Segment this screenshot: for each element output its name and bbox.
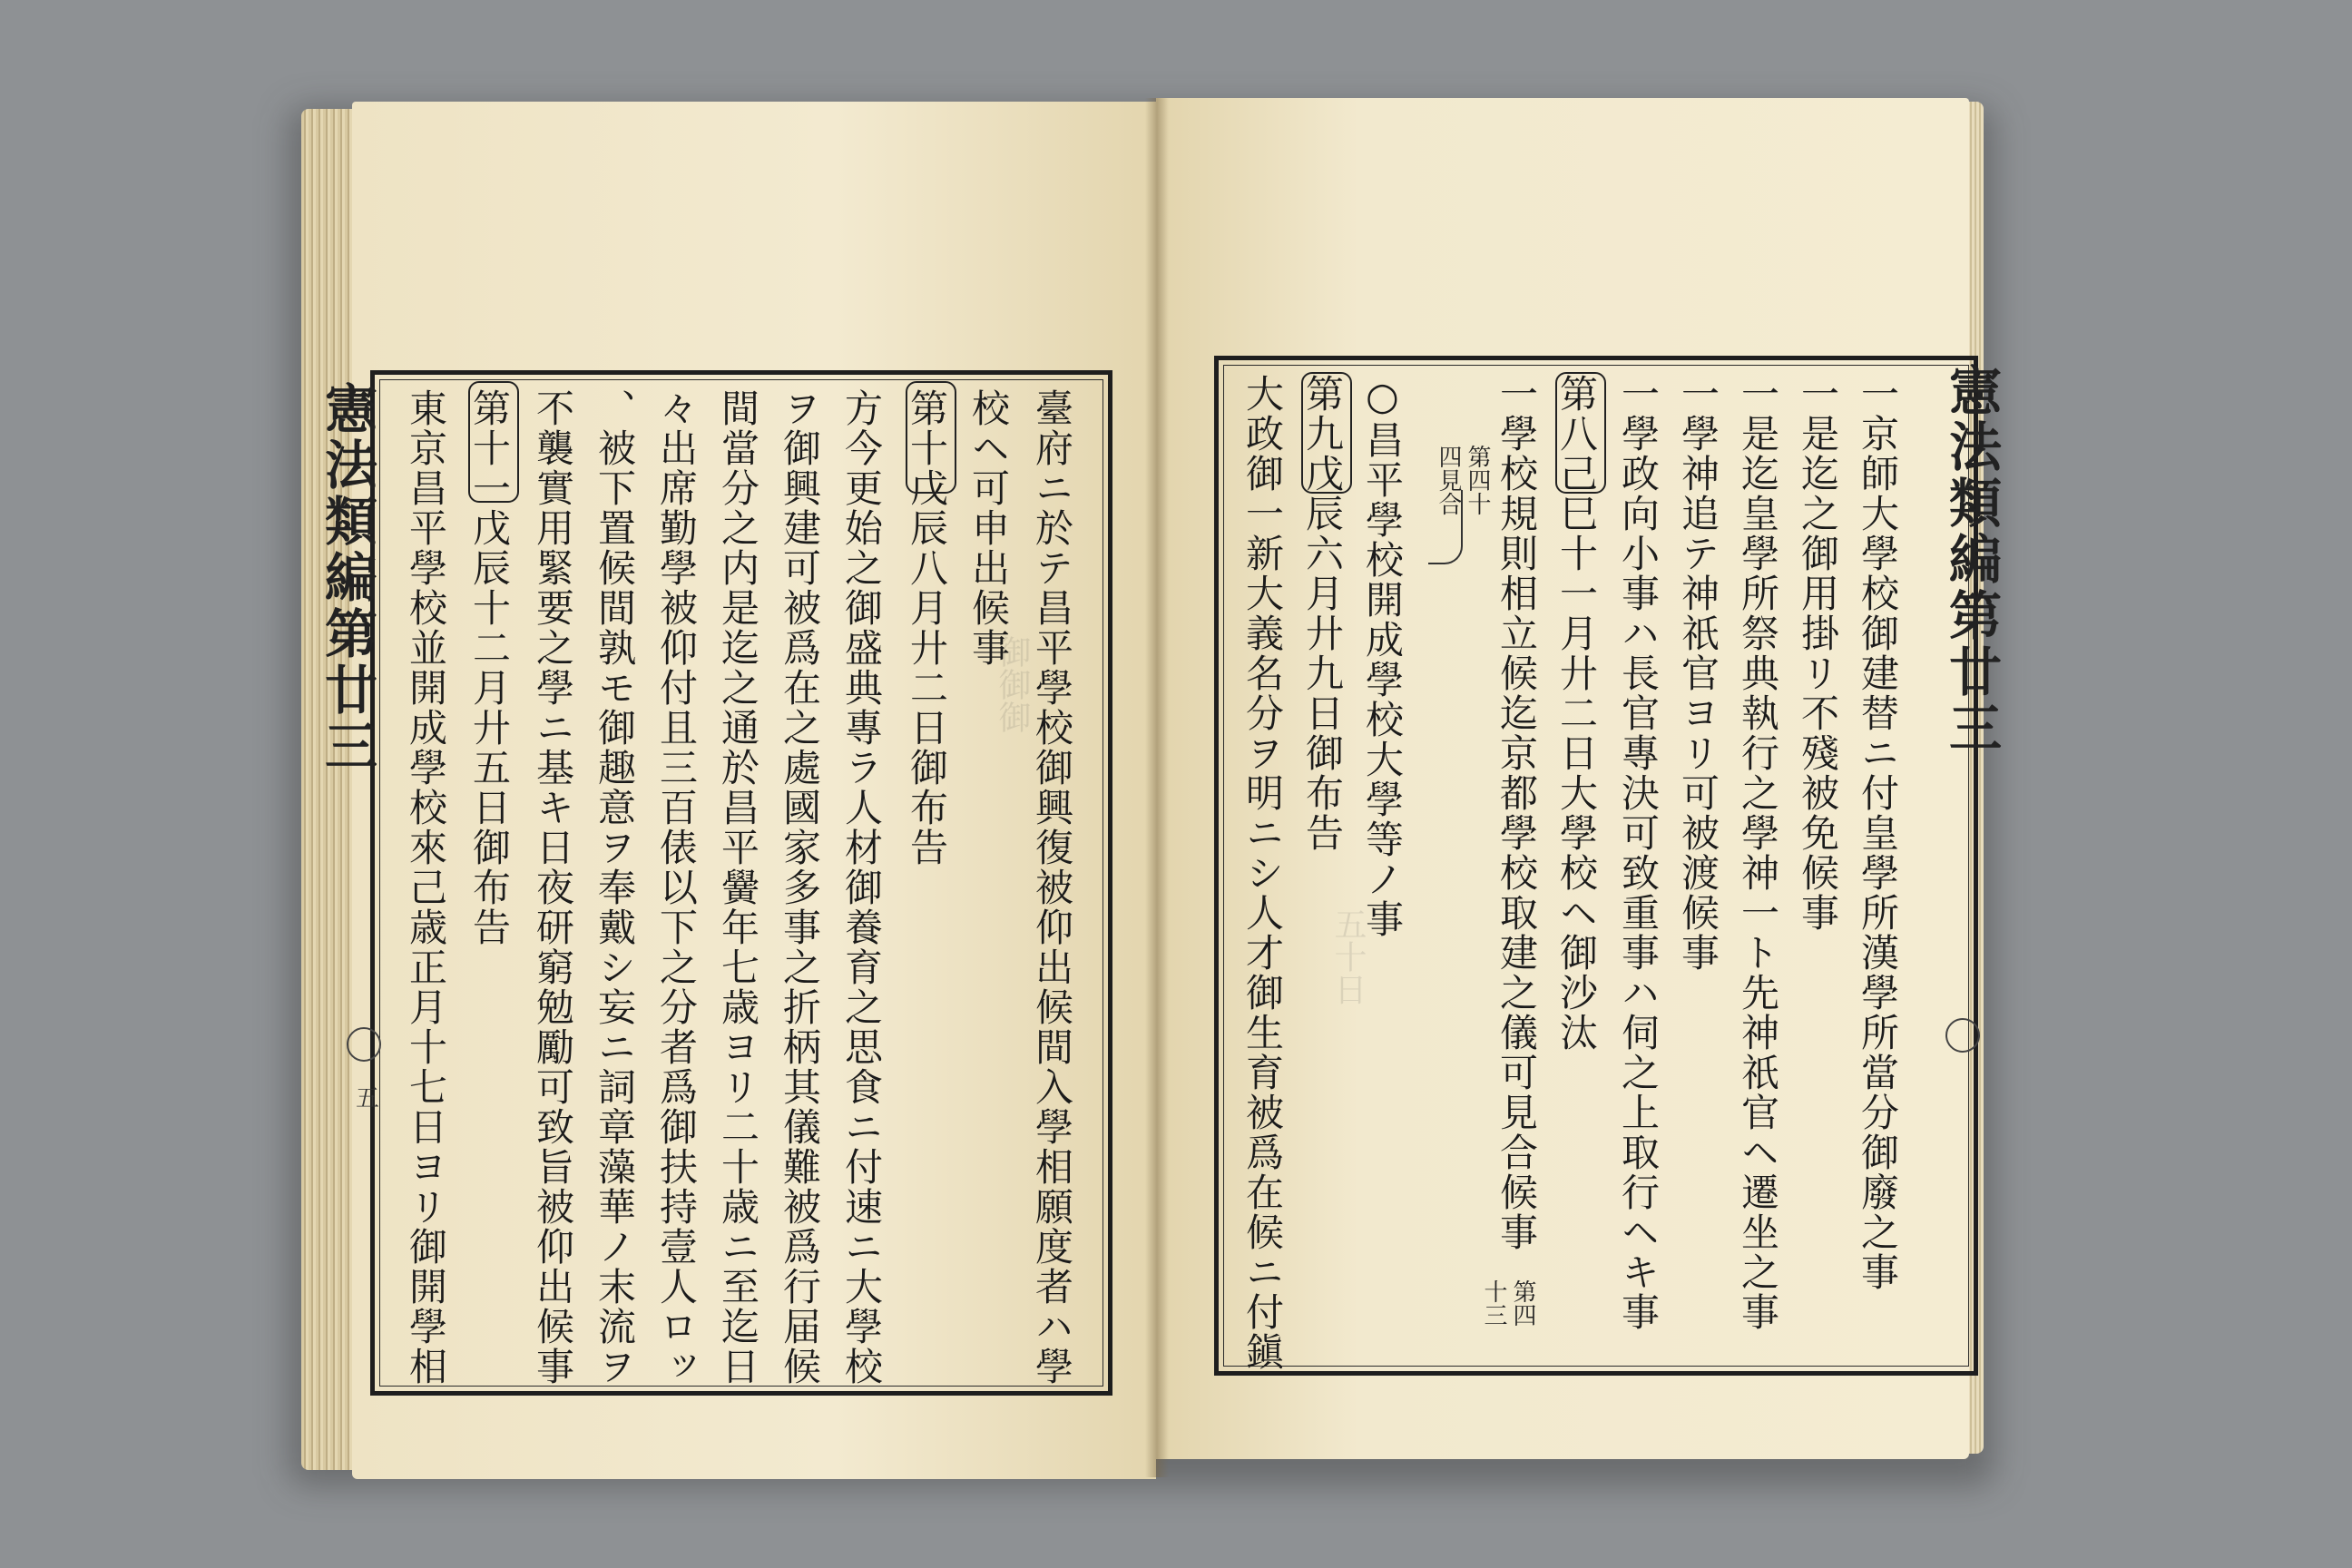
note-bracket-1 xyxy=(1428,490,1463,564)
book-gutter xyxy=(1145,98,1169,1477)
section-box-11 xyxy=(468,381,519,503)
cross-reference-note-2: 第四 十三 xyxy=(1480,1279,1536,1327)
right-col-2: 一是迄之御用掛リ不殘被免候事 xyxy=(1796,374,1840,933)
right-col-1: 一京師大學校御建替ニ付皇學所漢學所當分御廢之事 xyxy=(1856,374,1900,1292)
section-box-10 xyxy=(906,381,956,494)
left-col-6: 間當分之内是迄之通於昌平黌年七歳ヨリ二十歳ニ至迄日 xyxy=(716,388,760,1387)
right-col-6: 第八己巳十一月廾二日大學校ヘ御沙汰 xyxy=(1554,374,1599,1053)
right-col-9: 第九戊辰六月廾九日御布告 xyxy=(1300,374,1345,853)
left-col-3: 不襲實用緊要之學ニ基キ日夜研窮勉勵可致旨被仰出候事 xyxy=(531,388,575,1387)
left-col-7: ヲ御興建可被爲在之處國家多事之折柄其儀難被爲行届候 xyxy=(778,388,822,1387)
right-col-3: 一是迄皇學所祭典執行之學神一ト先神祇官ヘ遷坐之事 xyxy=(1736,374,1780,1332)
left-running-title: 憲法類編第廿三 xyxy=(316,381,377,775)
fold-circle-right xyxy=(1945,1018,1980,1053)
right-col-10: 大政御一新大義名分ヲ明ニシ人才御生育被爲在候ニ付鎭 xyxy=(1240,374,1285,1372)
right-col-5: 一學政向小事ハ長官專決可致重事ハ伺之上取行ヘキ事 xyxy=(1616,374,1661,1332)
bleed-through-text: 五十日 xyxy=(1329,907,1367,1005)
left-col-9: 第十戊辰八月廾二日御布告 xyxy=(905,388,949,867)
left-col-8: 方今更始之御盛典專ラ人材御養育之思食ニ付速ニ大學校 xyxy=(839,388,884,1387)
left-col-1: 東京昌平學校並開成學校來己歳正月十七日ヨリ御開學相 xyxy=(404,388,448,1387)
section-box-9 xyxy=(1301,372,1352,494)
right-col-7: 一學校規則相立候迄京都學校取建之儀可見合候事 xyxy=(1494,374,1539,1252)
left-col-5: 々出席勤學被仰付且三百俵以下之分者爲御扶持壹人ロッ xyxy=(654,388,699,1387)
left-col-2: 第十一戊辰十二月廾五日御布告 xyxy=(467,388,512,947)
cross-reference-note-1: 第四十 四見合 xyxy=(1435,445,1491,515)
fold-number: 五 xyxy=(356,1085,380,1112)
right-col-8: ○昌平學校開成學校大學等ノ事 xyxy=(1360,374,1405,939)
fold-circle xyxy=(347,1027,381,1062)
left-col-11: 臺府ニ於テ昌平學校御興復被仰出候間入學相願度者ハ學 xyxy=(1030,388,1074,1387)
left-col-4: 、被下置候間孰モ御趣意ヲ奉戴シ妄ニ詞章藻華ノ末流ヲ xyxy=(593,388,637,1387)
left-col-10: 校ヘ可申出候事 xyxy=(966,388,1011,668)
bleed-through-text: 御御御 xyxy=(994,635,1031,733)
section-box-8 xyxy=(1555,372,1606,494)
right-col-4: 一學神追テ神祇官ヨリ可被渡候事 xyxy=(1676,374,1720,973)
right-running-title: 憲法類編第廿三 xyxy=(1940,363,2002,757)
